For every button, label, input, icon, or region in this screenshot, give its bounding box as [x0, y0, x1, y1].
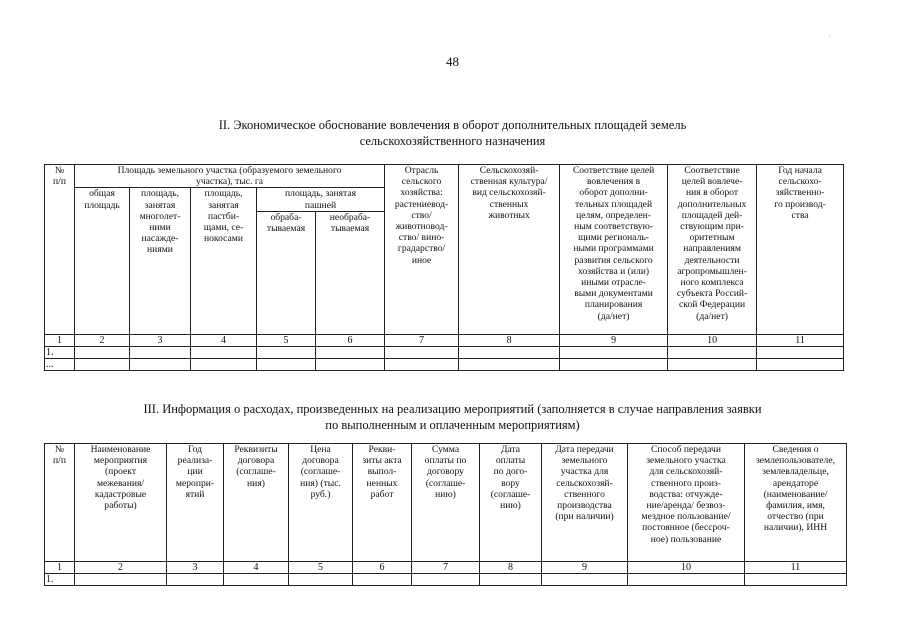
page-number: 48	[446, 54, 459, 69]
header-transfer-method: Способ передачи земельного участка для сельскохозяй- ственного произ- водства: отчужде- ние/аренда/ безвоз- мездное пользование/ постоянное (бессроч- ное) пользование	[628, 444, 745, 562]
header-total-area: общая площадь	[75, 188, 130, 334]
col-number: 3	[167, 562, 224, 574]
col-number: 6	[353, 562, 412, 574]
header-uncultivated: необраба- тываемая	[316, 211, 385, 334]
col-number: 2	[75, 562, 167, 574]
header-no: № п/п	[45, 444, 75, 562]
header-goals-strategic: Соответствие целей вовлече- ния в оборот дополнительных площадей дей- ствующим при- оритетным направлениям деятельности агропромышлен- ного комплекса субъекта Россий- ской Федерации (да/нет)	[668, 165, 757, 335]
section-3-title-line2: по выполненным и оплаченным мероприятиям)	[325, 418, 580, 432]
header-arable-group: площадь, занятая пашней	[257, 188, 385, 211]
header-event-name: Наименование мероприятия (проект межевания/ кадастровые работы)	[75, 444, 167, 562]
header-payment-sum: Сумма оплаты по договору (соглаше- нию)	[412, 444, 480, 562]
header-pasture-area: площадь, занятая пастби- щами, се- нокосами	[191, 188, 257, 334]
scan-mark: .	[829, 32, 831, 38]
section-2-title-line2: сельскохозяйственного назначения	[359, 134, 546, 148]
header-branch: Отрасль сельского хозяйства: растениевод- ство/ животновод- ство/ вино- градарство/ иное	[385, 165, 459, 335]
col-number: 4	[191, 334, 257, 346]
header-land-user-info: Сведения о землепользователе, землевладельце, арендаторе (наименование/ фамилия, имя, отчество (при наличии), ИНН	[745, 444, 847, 562]
header-no: № п/п	[45, 165, 75, 335]
section-2-title	[0, 117, 905, 149]
header-cultivated: обраба- тываемая	[257, 211, 316, 334]
col-number: 1	[45, 334, 75, 346]
col-number: 7	[412, 562, 480, 574]
header-perennial-area: площадь, занятая многолет- ними насажде- ниями	[130, 188, 191, 334]
table-row	[45, 346, 844, 358]
section-3-column-numbers	[45, 562, 847, 574]
section-2-title-line1: II. Экономическое обоснование вовлечения в оборот дополнительных площадей земель	[218, 118, 687, 132]
header-contract-price: Цена договора (соглаше- ния) (тыс. руб.)	[289, 444, 353, 562]
section-3-table	[44, 443, 847, 586]
header-start-year: Год начала сельскохо- зяйственно- го производ- ства	[757, 165, 844, 335]
col-number: 4	[224, 562, 289, 574]
col-number: 3	[130, 334, 191, 346]
col-number: 6	[316, 334, 385, 346]
col-number: 8	[480, 562, 542, 574]
header-crop: Сельскохозяй- ственная культура/ вид сельскохозяй- ственных животных	[459, 165, 560, 335]
section-3-title	[0, 401, 905, 433]
table-row	[45, 358, 844, 370]
col-number: 11	[745, 562, 847, 574]
col-number: 7	[385, 334, 459, 346]
col-number: 2	[75, 334, 130, 346]
col-number: 10	[628, 562, 745, 574]
section-2-table	[44, 164, 844, 371]
row-number: 1.	[45, 574, 75, 586]
col-number: 11	[757, 334, 844, 346]
table-row	[45, 574, 847, 586]
header-transfer-date: Дата передачи земельного участка для сельскохозяй- ственного производства (при наличии)	[542, 444, 628, 562]
section-3-title-line1: III. Информация о расходах, произведенных на реализацию мероприятий (заполняется в случае направления заявки	[143, 402, 762, 416]
col-number: 9	[542, 562, 628, 574]
col-number: 1	[45, 562, 75, 574]
col-number: 9	[560, 334, 668, 346]
col-number: 8	[459, 334, 560, 346]
header-contract-details: Реквизиты договора (соглаше- ния)	[224, 444, 289, 562]
row-number: 1.	[45, 346, 75, 358]
header-event-year: Год реализа- ции меропри- ятий	[167, 444, 224, 562]
row-number: ...	[45, 358, 75, 370]
header-goals-regional: Соответствие целей вовлечения в оборот дополни- тельных площадей целям, определен- ным соответствую- щими региональ- ными программами развития сельского хозяйства и (или) иными отрасле- выми документами планирования (да/нет)	[560, 165, 668, 335]
col-number: 5	[257, 334, 316, 346]
section-2-column-numbers	[45, 334, 844, 346]
col-number: 5	[289, 562, 353, 574]
col-number: 10	[668, 334, 757, 346]
header-area-group: Площадь земельного участка (образуемого земельного участка), тыс. га	[75, 165, 385, 188]
header-payment-date: Дата оплаты по дого- вору (соглаше- нию)	[480, 444, 542, 562]
header-act-details: Рекви- зиты акта выпол- ненных работ	[353, 444, 412, 562]
